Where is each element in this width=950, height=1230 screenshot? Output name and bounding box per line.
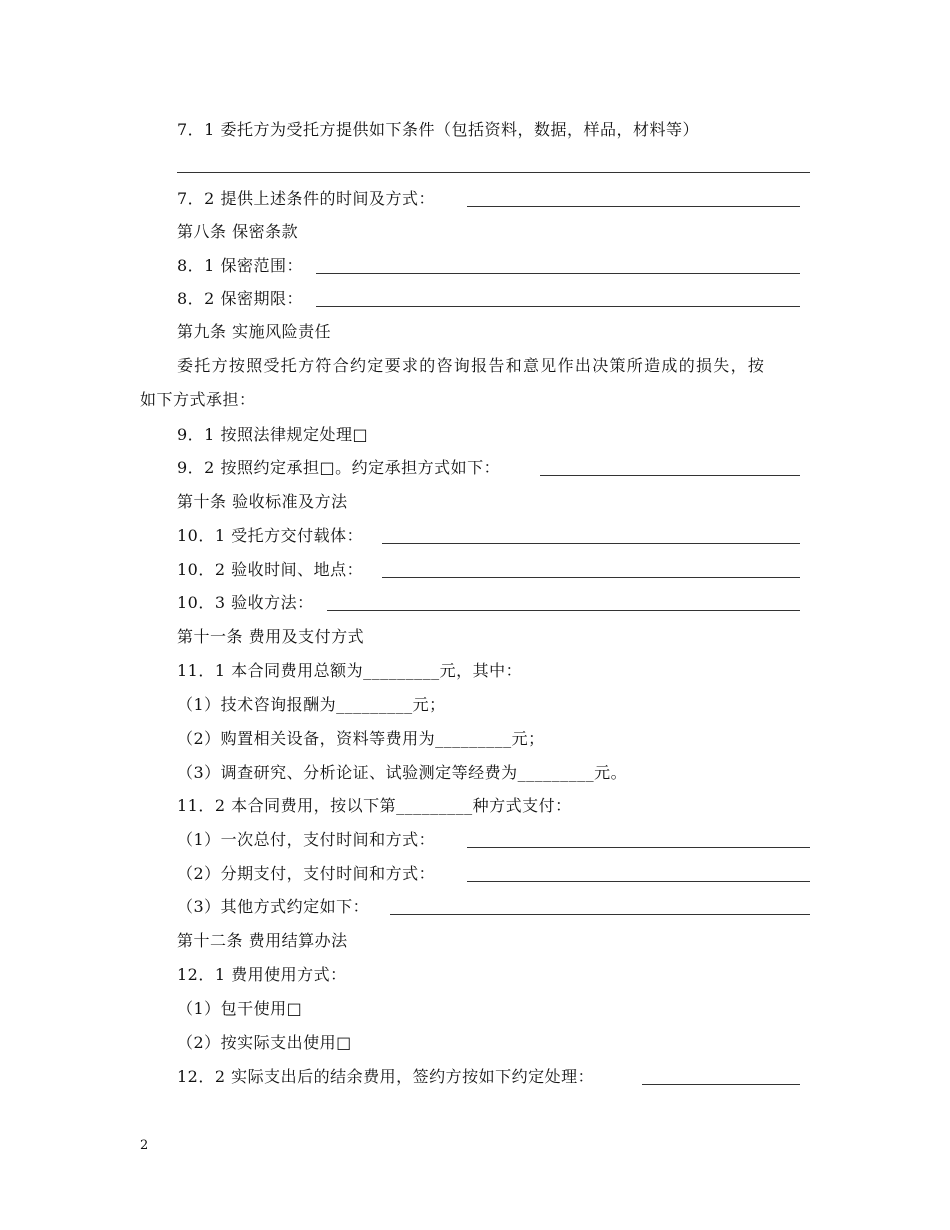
article-9-heading: 第九条 实施风险责任 [177, 322, 332, 341]
clause-12-1: 12．1 费用使用方式： [177, 965, 347, 984]
clause-11-1: 11．1 本合同费用总额为_________元，其中： [177, 661, 523, 680]
clause-11-2-item-3: （3）其他方式约定如下： [177, 897, 370, 916]
fill-in-blank-line [540, 475, 800, 476]
clause-11-1-item-2: （2）购置相关设备，资料等费用为_________元； [177, 729, 545, 748]
clause-12-1-item-2: （2）按实际支出使用□ [177, 1033, 352, 1052]
article-11-heading: 第十一条 费用及支付方式 [177, 627, 365, 646]
clause-7-2: 7．2 提供上述条件的时间及方式： [177, 189, 435, 208]
clause-9-2: 9．2 按照约定承担□。约定承担方式如下： [177, 458, 501, 477]
article-9-paragraph: 委托方按照受托方符合约定要求的咨询报告和意见作出决策所造成的损失，按 [177, 356, 766, 375]
clause-7-1: 7．1 委托方为受托方提供如下条件（包括资料，数据，样品，材料等） [177, 120, 699, 139]
fill-in-blank-line [382, 543, 800, 544]
clause-10-3: 10．3 验收方法： [177, 593, 314, 612]
clause-8-2: 8．2 保密期限： [177, 289, 303, 308]
page-number: 2 [140, 1138, 149, 1153]
fill-in-blank-line [327, 610, 800, 611]
clause-8-1: 8．1 保密范围： [177, 256, 303, 275]
clause-11-2: 11．2 本合同费用，按以下第_________种方式支付： [177, 796, 572, 815]
clause-9-1: 9．1 按照法律规定处理□ [177, 425, 369, 444]
fill-in-blank-line [467, 847, 810, 848]
clause-11-2-item-2: （2）分期支付，支付时间和方式： [177, 864, 436, 883]
clause-10-1: 10．1 受托方交付载体： [177, 526, 364, 545]
article-10-heading: 第十条 验收标准及方法 [177, 492, 348, 511]
clause-12-1-item-1: （1）包干使用□ [177, 999, 303, 1018]
fill-in-blank-line [467, 881, 810, 882]
clause-11-1-item-3: （3）调查研究、分析论证、试验测定等经费为_________元。 [177, 763, 628, 782]
clause-11-1-item-1: （1）技术咨询报酬为_________元； [177, 695, 446, 714]
fill-in-blank-line [390, 914, 810, 915]
article-8-heading: 第八条 保密条款 [177, 222, 299, 241]
fill-in-blank-line [382, 577, 800, 578]
fill-in-blank-line [642, 1084, 800, 1085]
clause-11-2-item-1: （1）一次总付，支付时间和方式： [177, 830, 436, 849]
fill-in-blank-line [316, 273, 800, 274]
clause-10-2: 10．2 验收时间、地点： [177, 560, 364, 579]
fill-in-blank-line [467, 206, 800, 207]
article-9-paragraph-continued: 如下方式承担： [140, 390, 256, 409]
fill-in-blank-line [316, 306, 800, 307]
article-12-heading: 第十二条 费用结算办法 [177, 931, 348, 950]
clause-12-2: 12．2 实际支出后的结余费用，签约方按如下约定处理： [177, 1067, 595, 1086]
fill-in-blank-line [177, 172, 810, 173]
